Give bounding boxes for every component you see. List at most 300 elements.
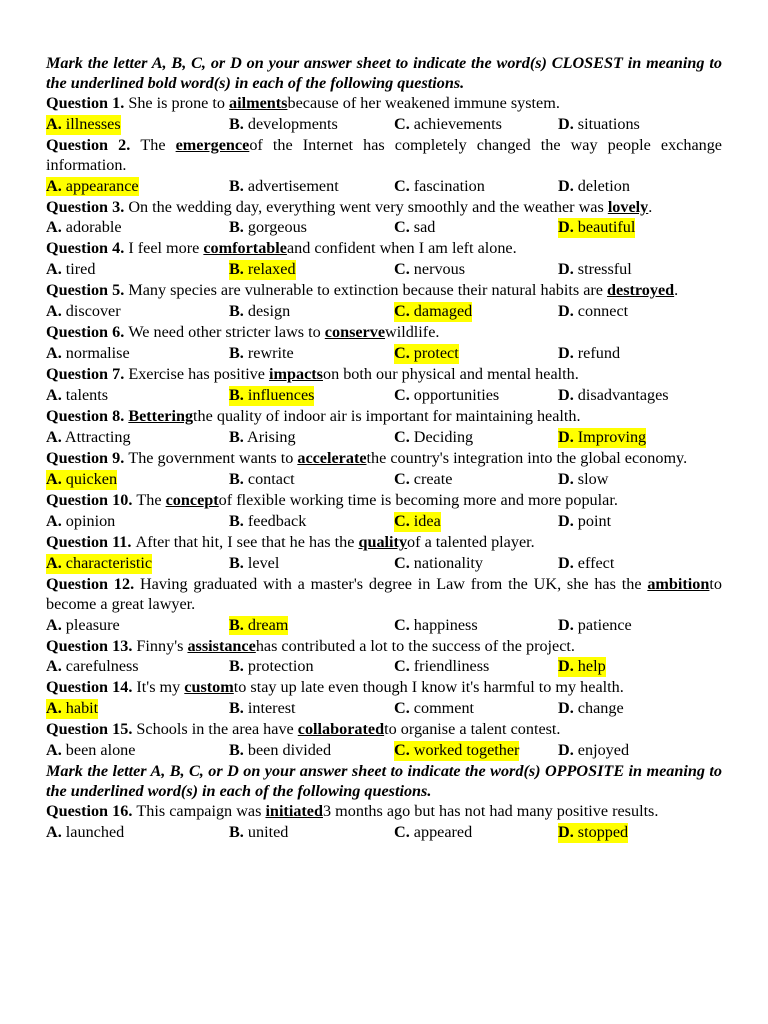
option-letter: C. [394,657,410,676]
option-letter: C. [394,511,410,530]
answer-options [46,114,722,136]
option-text: enjoyed [577,741,630,760]
answer-option-a[interactable] [46,741,135,761]
question-13 [46,637,722,657]
answer-option-a[interactable] [46,260,95,280]
question-label-dot: . [128,490,137,509]
question-15 [46,720,722,740]
question-10 [46,491,722,511]
option-text: deletion [577,176,630,195]
option-text: normalise [65,344,130,363]
option-letter: A. [46,114,62,133]
answer-option-d[interactable] [558,386,669,406]
answer-option-b[interactable] [229,260,296,280]
question-label: Question 3 [46,197,121,216]
question-label-dot: . [128,802,137,821]
answer-option-d[interactable] [558,260,632,280]
stem-text: Schools in the area have [136,720,298,739]
question-group-closest [46,94,722,762]
option-text: been alone [65,741,136,760]
option-letter: B. [229,741,244,760]
stem-text: It's my [136,678,185,697]
question-label-dot: . [128,720,137,739]
option-text: help [577,657,606,676]
worksheet-page [46,54,722,844]
option-text: achievements [413,114,502,133]
answer-option-a[interactable] [46,344,130,364]
option-text: beautiful [577,218,636,237]
question-label-dot: . [120,197,129,216]
option-letter: C. [394,553,410,572]
answer-option-c[interactable] [394,616,478,636]
target-word: collaborated [297,720,385,739]
option-letter: A. [46,427,62,446]
stem-text: to stay up late even though I know it's harmful to my health. [233,678,624,697]
question-label-dot: . [127,532,136,551]
option-letter: C. [394,218,410,237]
option-text: stressful [577,260,632,279]
stem-text: On the wedding day, everything went very smoothly and the weather was [128,197,608,216]
option-text: stopped [577,822,629,841]
option-letter: B. [229,344,244,363]
option-letter: B. [229,469,244,488]
question-group-opposite [46,802,722,844]
answer-options [46,176,722,198]
answer-option-c[interactable] [394,260,465,280]
option-letter: A. [46,344,62,363]
answer-option-d[interactable] [558,512,611,532]
option-text: illnesses [65,114,121,133]
stem-text: to organise a talent contest. [384,720,561,739]
option-letter: A. [46,176,62,195]
option-letter: B. [229,114,244,133]
stem-text: After that hit, I see that he has the [135,532,359,551]
option-letter: D. [558,699,574,718]
option-text: nationality [413,553,484,572]
question-label: Question 6 [46,323,121,342]
answer-option-c[interactable] [394,115,502,135]
answer-option-a[interactable] [46,554,152,574]
option-letter: B. [229,260,244,279]
option-text: disadvantages [577,386,669,405]
option-text: friendliness [413,657,490,676]
option-letter: D. [558,176,574,195]
option-letter: A. [46,469,62,488]
target-word: initiated [265,802,323,821]
question-label: Question 15 [46,720,129,739]
stem-text: The government wants to [128,448,298,467]
question-3 [46,198,722,218]
answer-options [46,740,722,762]
option-letter: D. [558,114,574,133]
option-letter: C. [394,260,410,279]
option-letter: C. [394,386,410,405]
option-letter: C. [394,114,410,133]
stem-text: . [674,281,679,300]
answer-option-d[interactable] [558,115,640,135]
option-letter: A. [46,218,62,237]
option-text: design [247,302,291,321]
question-11 [46,533,722,553]
answer-option-d[interactable] [558,302,628,322]
question-6 [46,323,722,343]
target-word: quality [358,532,408,551]
answer-options [46,553,722,575]
option-letter: B. [229,615,244,634]
answer-option-a[interactable] [46,428,131,448]
answer-option-c[interactable] [394,218,435,238]
option-letter: A. [46,615,62,634]
question-5 [46,281,722,301]
question-label: Question 5 [46,281,121,300]
option-text: patience [577,615,632,634]
answer-option-c[interactable] [394,386,499,406]
question-label: Question 2 [46,135,127,154]
question-4 [46,239,722,259]
option-letter: D. [558,511,574,530]
answer-option-b[interactable] [229,302,290,322]
answer-option-d[interactable] [558,554,614,574]
option-text: situations [577,114,640,133]
answer-options [46,427,722,449]
option-letter: A. [46,260,62,279]
question-label-dot: . [120,239,129,258]
option-text: quicken [65,469,118,488]
option-text: protect [413,344,459,363]
option-text: worked together [413,741,520,760]
option-text: create [413,469,453,488]
answer-option-d[interactable] [558,428,646,448]
answer-option-d[interactable] [558,741,629,761]
instruction-opposite: Mark the letter A, B, C, or D on your answer sheet to indicate the word(s) OPPOSITE in meaning to the underlined word(s) in each of the following questions. [46,762,722,801]
option-text: Attracting [64,427,131,446]
target-word: emergence [175,135,250,154]
question-label: Question 16 [46,802,129,821]
stem-text: This campaign was [136,802,266,821]
answer-option-b[interactable] [229,344,294,364]
stem-text: Finny's [136,636,188,655]
question-label: Question 7 [46,365,121,384]
answer-option-d[interactable] [558,218,635,238]
answer-option-b[interactable] [229,823,288,843]
option-text: gorgeous [247,218,307,237]
answer-option-c[interactable] [394,699,474,719]
option-text: appeared [413,822,473,841]
stem-text: Exercise has positive [128,365,270,384]
answer-options [46,301,722,323]
answer-option-c[interactable] [394,344,459,364]
option-text: Improving [577,427,647,446]
stem-text: of flexible working time is becoming more and more popular. [218,490,618,509]
option-letter: C. [394,302,410,321]
answer-options [46,822,722,844]
option-letter: C. [394,469,410,488]
stem-text: Having graduated with a master's degree in Law from the UK, she has the [139,574,648,593]
answer-option-b[interactable] [229,554,279,574]
question-label-dot: . [120,93,129,112]
answer-option-c[interactable] [394,741,519,761]
answer-options [46,656,722,678]
stem-text: Many species are vulnerable to extinction because their natural habits are [128,281,607,300]
answer-option-b[interactable] [229,512,306,532]
option-text: carefulness [65,657,139,676]
option-text: influences [247,386,315,405]
option-text: protection [247,657,314,676]
option-letter: B. [229,176,244,195]
answer-option-a[interactable] [46,218,122,238]
option-letter: C. [394,427,410,446]
question-label-dot: . [120,407,129,426]
option-text: developments [247,114,338,133]
stem-text: the country's integration into the global economy. [366,448,688,467]
option-text: happiness [413,615,478,634]
answer-options [46,343,722,365]
question-label-dot: . [128,636,137,655]
stem-text: because of her weakened immune system. [287,93,560,112]
answer-option-a[interactable] [46,512,115,532]
answer-options [46,511,722,533]
target-word: ailments [229,93,288,112]
target-word: impacts [269,365,323,384]
option-letter: D. [558,260,574,279]
option-text: advertisement [247,176,339,195]
answer-option-c[interactable] [394,302,472,322]
answer-option-b[interactable] [229,428,296,448]
stem-text: 3 months ago but has not had many positive results. [323,802,659,821]
option-text: level [247,553,280,572]
question-label: Question 12 [46,574,131,593]
answer-option-c[interactable] [394,657,489,677]
option-text: sad [413,218,436,237]
answer-option-b[interactable] [229,699,296,719]
option-letter: C. [394,741,410,760]
option-text: tired [65,260,96,279]
option-text: opportunities [413,386,500,405]
option-letter: B. [229,386,244,405]
option-letter: C. [394,699,410,718]
question-8 [46,407,722,427]
answer-option-d[interactable] [558,177,630,197]
target-word: assistance [187,636,256,655]
option-text: relaxed [247,260,296,279]
stem-text: We need other stricter laws to [128,323,325,342]
answer-options [46,698,722,720]
option-text: change [577,699,624,718]
stem-text: She is prone to [128,93,230,112]
option-letter: A. [46,386,62,405]
option-letter: B. [229,657,244,676]
option-text: feedback [247,511,307,530]
answer-option-d[interactable] [558,657,606,677]
option-letter: D. [558,553,574,572]
answer-option-c[interactable] [394,470,452,490]
question-label: Question 1 [46,93,121,112]
option-text: fascination [413,176,485,195]
option-text: opinion [65,511,116,530]
option-letter: A. [46,741,62,760]
answer-option-a[interactable] [46,657,139,677]
option-letter: B. [229,302,244,321]
answer-option-c[interactable] [394,177,485,197]
answer-option-d[interactable] [558,470,608,490]
option-text: refund [577,344,621,363]
stem-text: the quality of indoor air is important for maintaining health. [193,407,581,426]
stem-text: The [140,135,176,154]
answer-option-d[interactable] [558,699,624,719]
question-9 [46,449,722,469]
option-text: pleasure [65,615,120,634]
option-letter: D. [558,822,574,841]
option-letter: A. [46,657,62,676]
answer-options [46,259,722,281]
answer-option-b[interactable] [229,616,288,636]
stem-text: wildlife. [385,323,440,342]
question-label: Question 14 [46,678,129,697]
option-letter: B. [229,218,244,237]
stem-text: of the Internet has completely changed the way people exchange information. [46,135,722,174]
answer-options [46,217,722,239]
option-letter: D. [558,741,574,760]
answer-option-c[interactable] [394,512,441,532]
question-label-dot: . [120,281,129,300]
option-letter: D. [558,344,574,363]
stem-text: . [648,197,653,216]
answer-option-a[interactable] [46,470,117,490]
option-letter: B. [229,511,244,530]
option-letter: A. [46,822,62,841]
answer-option-b[interactable] [229,177,339,197]
question-label-dot: . [126,135,141,154]
answer-option-c[interactable] [394,428,473,448]
answer-option-a[interactable] [46,616,120,636]
option-text: connect [577,302,629,321]
option-text: habit [65,699,99,718]
answer-option-b[interactable] [229,657,314,677]
stem-text: to become a great lawyer. [46,574,722,613]
answer-option-d[interactable] [558,616,632,636]
option-text: united [247,822,289,841]
stem-text: of a talented player. [407,532,535,551]
option-text: nervous [413,260,466,279]
question-16 [46,802,722,822]
answer-option-a[interactable] [46,115,121,135]
answer-option-c[interactable] [394,554,483,574]
answer-option-b[interactable] [229,741,331,761]
answer-option-c[interactable] [394,823,472,843]
question-label: Question 11 [46,532,128,551]
answer-option-d[interactable] [558,344,620,364]
question-label: Question 13 [46,636,129,655]
option-letter: D. [558,469,574,488]
option-text: damaged [413,302,473,321]
option-text: dream [247,615,289,634]
option-text: point [577,511,612,530]
question-label: Question 4 [46,239,121,258]
option-text: comment [413,699,475,718]
question-1 [46,94,722,114]
target-word: comfortable [203,239,287,258]
question-7 [46,365,722,385]
answer-option-b[interactable] [229,218,307,238]
option-text: contact [247,469,295,488]
option-letter: D. [558,427,574,446]
option-letter: A. [46,699,62,718]
option-letter: A. [46,553,62,572]
question-label-dot: . [120,448,129,467]
instruction-closest: Mark the letter A, B, C, or D on your answer sheet to indicate the word(s) CLOSEST in meaning to the underlined bold word(s) in each of the following questions. [46,54,722,92]
option-letter: B. [229,699,244,718]
target-word: concept [165,490,219,509]
target-word: destroyed [607,281,675,300]
option-text: characteristic [65,553,153,572]
answer-option-a[interactable] [46,699,98,719]
option-letter: C. [394,344,410,363]
answer-option-a[interactable] [46,177,139,197]
stem-text: I feel more [128,239,204,258]
option-letter: D. [558,615,574,634]
answer-options [46,469,722,491]
question-label-dot: . [120,365,129,384]
question-label: Question 10 [46,490,129,509]
option-text: effect [577,553,615,572]
stem-text: on both our physical and mental health. [322,365,579,384]
answer-option-b[interactable] [229,115,338,135]
target-word: Bettering [128,407,194,426]
option-text: Arising [247,427,296,446]
answer-option-a[interactable] [46,302,121,322]
stem-text: The [136,490,166,509]
answer-option-a[interactable] [46,823,124,843]
option-letter: A. [46,302,62,321]
option-text: appearance [65,176,139,195]
option-text: discover [65,302,121,321]
target-word: accelerate [297,448,367,467]
option-letter: D. [558,657,574,676]
answer-options [46,385,722,407]
option-text: adorable [65,218,122,237]
question-label: Question 8 [46,407,121,426]
target-word: custom [184,678,234,697]
option-text: launched [65,822,125,841]
option-text: talents [65,386,109,405]
answer-option-a[interactable] [46,386,108,406]
question-label: Question 9 [46,448,121,467]
option-text: slow [577,469,609,488]
answer-option-b[interactable] [229,470,295,490]
stem-text: and confident when I am left alone. [286,239,517,258]
option-letter: D. [558,386,574,405]
question-14 [46,678,722,698]
question-12 [46,575,722,615]
option-letter: D. [558,302,574,321]
question-2 [46,136,722,176]
target-word: conserve [324,323,386,342]
option-letter: B. [229,427,244,446]
option-text: rewrite [247,344,294,363]
option-letter: C. [394,176,410,195]
option-letter: B. [229,553,244,572]
target-word: lovely [607,197,649,216]
question-label-dot: . [128,678,137,697]
target-word: ambition [647,574,710,593]
answer-option-b[interactable] [229,386,314,406]
option-text: Deciding [413,427,474,446]
answer-options [46,615,722,637]
option-letter: B. [229,822,244,841]
answer-option-d[interactable] [558,823,628,843]
option-text: idea [413,511,441,530]
option-text: been divided [247,741,332,760]
